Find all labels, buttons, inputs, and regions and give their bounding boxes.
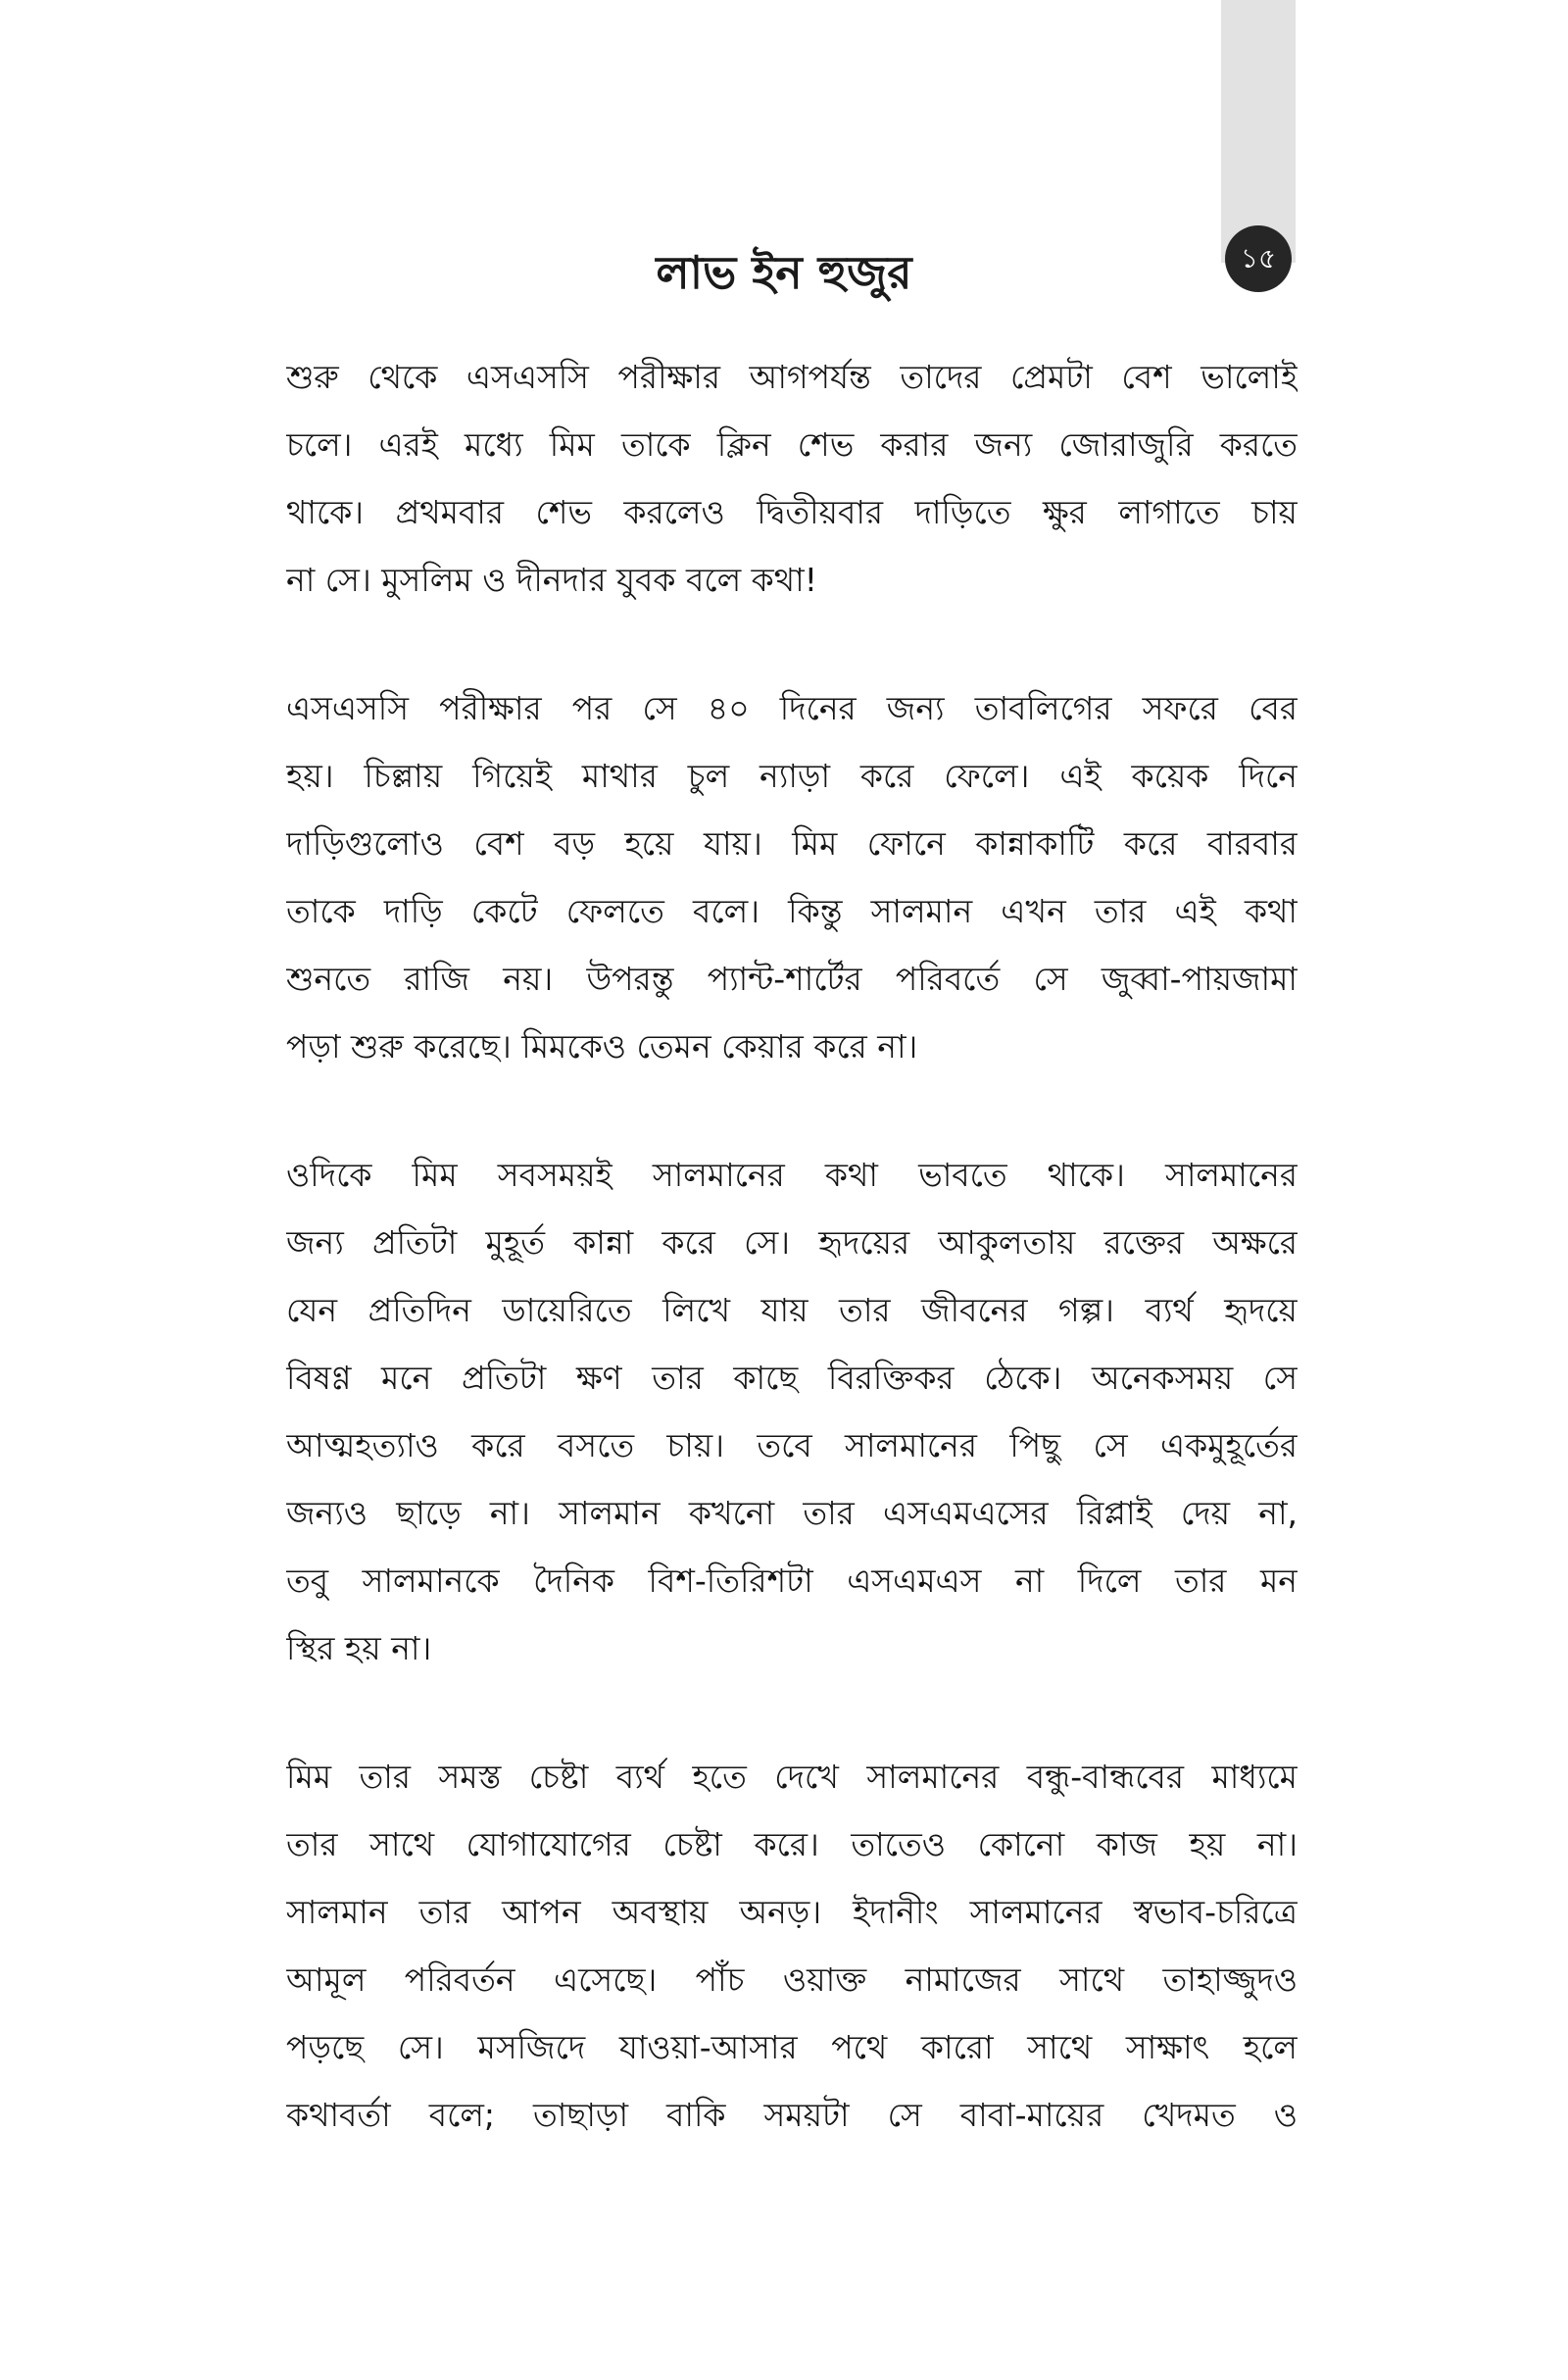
text-line: পড়া শুরু করেছে। মিমকেও তেমন কেয়ার করে না। — [286, 1027, 918, 1066]
text-line: চলে। এরই মধ্যে মিম তাকে ক্লিন শেভ করার জন্য জোরাজুরি করতে — [286, 425, 1298, 464]
text-line: সালমান তার আপন অবস্থায় অনড়। ইদানীং সালমানের স্বভাব-চরিত্রে — [286, 1893, 1298, 1931]
text-line: শুরু থেকে এসএসসি পরীক্ষার আগপর্যন্ত তাদের প্রেমটা বেশ ভালোই — [286, 358, 1298, 396]
text-line: পড়ছে সে। মসজিদে যাওয়া-আসার পথে কারো সাথে সাক্ষাৎ হলে — [286, 2028, 1298, 2066]
text-line: শুনতে রাজি নয়। উপরন্তু প্যান্ট-শার্টের পরিবর্তে সে জুব্বা-পায়জামা — [286, 960, 1298, 998]
paragraph-2 — [286, 674, 1298, 1080]
text-line: স্থির হয় না। — [286, 1629, 432, 1667]
chapter-running-head: লাভ ইন হুজুর — [656, 246, 912, 299]
text-line: তার সাথে যোগাযোগের চেষ্টা করে। তাতেও কোনো কাজ হয় না। — [286, 1825, 1298, 1863]
page-edge-tab — [1221, 0, 1296, 263]
text-line: কথাবর্তা বলে; তাছাড়া বাকি সময়টা সে বাবা-মায়ের খেদমত ও — [286, 2096, 1298, 2134]
text-line: দাড়িগুলোও বেশ বড় হয়ে যায়। মিম ফোনে কান্নাকাটি করে বারবার — [286, 824, 1298, 863]
text-line: আত্মহত্যাও করে বসতে চায়। তবে সালমানের পিছু সে একমুহূর্তের — [286, 1426, 1298, 1464]
text-line: আমূল পরিবর্তন এসেছে। পাঁচ ওয়াক্ত নামাজের সাথে তাহাজ্জুদও — [286, 1960, 1298, 1999]
paragraph-4 — [286, 1743, 1298, 2149]
text-line: ওদিকে মিম সবসময়ই সালমানের কথা ভাবতে থাকে। সালমানের — [286, 1156, 1298, 1194]
text-line: জন্যও ছাড়ে না। সালমান কখনো তার এসএমএসের রিপ্লাই দেয় না, — [286, 1494, 1298, 1532]
paragraph-3 — [286, 1141, 1298, 1682]
text-line: জন্য প্রতিটা মুহূর্ত কান্না করে সে। হৃদয়ের আকুলতায় রক্তের অক্ষরে — [286, 1223, 1298, 1262]
text-line: থাকে। প্রথমবার শেভ করলেও দ্বিতীয়বার দাড়িতে ক্ষুর লাগাতে চায় — [286, 493, 1298, 531]
text-line: হয়। চিল্লায় গিয়েই মাথার চুল ন্যাড়া করে ফেলে। এই কয়েক দিনে — [286, 757, 1298, 795]
text-line: না সে। মুসলিম ও দীনদার যুবক বলে কথা! — [286, 561, 817, 599]
text-line: বিষণ্ণ মনে প্রতিটা ক্ষণ তার কাছে বিরক্তিকর ঠেকে। অনেকসময় সে — [286, 1359, 1298, 1397]
paragraph-1 — [286, 343, 1298, 614]
text-line: যেন প্রতিদিন ডায়েরিতে লিখে যায় তার জীবনের গল্প। ব্যর্থ হৃদয়ে — [286, 1291, 1298, 1329]
body-text — [286, 343, 1298, 2209]
text-line: তাকে দাড়ি কেটে ফেলতে বলে। কিন্তু সালমান এখন তার এই কথা — [286, 892, 1298, 930]
text-line: মিম তার সমস্ত চেষ্টা ব্যর্থ হতে দেখে সালমানের বন্ধু-বান্ধবের মাধ্যমে — [286, 1758, 1298, 1796]
page-number-badge: ১৫ — [1225, 225, 1292, 292]
text-line: এসএসসি পরীক্ষার পর সে ৪০ দিনের জন্য তাবলিগের সফরে বের — [286, 689, 1298, 727]
text-line: তবু সালমানকে দৈনিক বিশ-তিরিশটা এসএমএস না দিলে তার মন — [286, 1562, 1298, 1600]
